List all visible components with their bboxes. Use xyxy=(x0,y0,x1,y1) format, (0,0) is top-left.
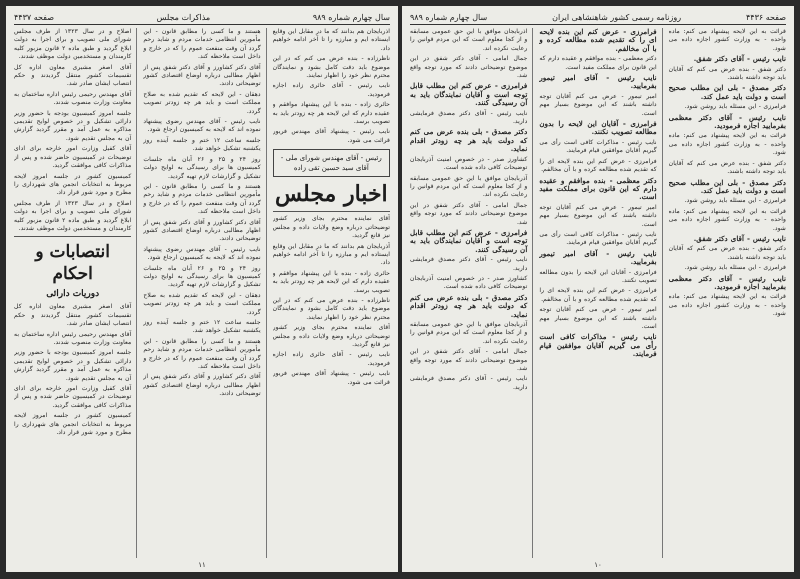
right-col2-para: امیر تیمور - عرض می کنم آقایان توجه داشته باشند که این موضوع بسیار مهم است. xyxy=(539,306,657,330)
left-col3-para: ناظرزاده - بنده عرض می کنم که در این موضوع باید دقت کامل بشود و نمایندگان محترم نظر خود را اظهار نمایند. xyxy=(272,296,390,321)
right-col-right xyxy=(669,28,786,558)
left-col2-para: دهقان - این لایحه که تقدیم شده به صلاح مملکت است و باید هر چه زودتر تصویب گردد. xyxy=(143,90,261,115)
right-col2-para: نایب رئیس - مذاکرات کافی است رأی می گیریم آقایان موافقین قیام فرمایند. xyxy=(539,230,657,247)
right-col1-para: جمال امامی - آقای دکتر شفق در این موضوع توضیحاتی دادند که مورد توجه واقع شد. xyxy=(410,55,528,80)
right-page xyxy=(402,6,794,572)
left-page-footer-number: ۱۱ xyxy=(198,561,206,569)
left-col2-para: هستند و ما کسی را مطابق قانون - این مأمورین انتظامی خدمات مردم و شاید رحم گردد آن وقت منفعت عموم را که در خارج و داخل است ملاحظه کند. xyxy=(143,337,261,371)
left-col3-para: نایب رئیس - پیشنهاد آقای مهندس فریور قرائت می شود. xyxy=(272,128,390,144)
right-col3-speaker: نایب رئیس - آقای دکتر معظمی بفرمایید اجازه فرمودید. xyxy=(668,112,786,131)
right-col1-para: نایب رئیس - آقای دکتر مصدق فرمایشی دارید. xyxy=(410,256,528,272)
right-col2-speaker: نایب رئیس - آقای امیر تیمور بفرمایید. xyxy=(539,248,657,267)
right-page-header xyxy=(410,10,786,25)
right-col2-para: فرامرزی - عرض کنم این بنده لایحه ای را که تقدیم شده مطالعه کرده و با آن مخالفم. xyxy=(539,157,657,174)
left-col1-para: آقای اصغر مشیری معاون اداره کل تقسیمات کشور منتقل گردیدند و حکم انتصاب ایشان صادر شد. xyxy=(14,63,132,88)
left-page-header xyxy=(14,10,390,25)
right-col1-speaker: فرامرزی - عرض کنم این مطلب قابل توجه است و آقایان نمایندگان باید به آن رسیدگی کنند. xyxy=(410,81,528,108)
left-col-middle xyxy=(143,28,266,558)
left-col1-para: آقای مهندس رحیمی رئیس اداره ساختمان به معاونت وزارت منصوب شدند. xyxy=(14,90,132,107)
left-col1-para: کمیسیون کشور در جلسه امروز لایحه مربوط به انتخابات انجمن های شهرداری را مطرح و مورد شور قرار داد. xyxy=(14,172,132,197)
right-col3-para: دکتر شفق - بنده عرض می کنم که آقایان باید توجه داشته باشند. xyxy=(668,159,786,176)
left-header-page-number: صفحه ۴۴۳۷ xyxy=(14,12,55,22)
right-col1-para: کشاورز صدر - در خصوص امنیت آذربایجان توضیحات کافی داده شده است. xyxy=(410,274,528,291)
left-col3-para: حائری زاده - بنده با این پیشنهاد موافقم و عقیده دارم که این لایحه هر چه زودتر باید به تصویب برسد. xyxy=(272,101,390,126)
right-col2-para: نایب رئیس - مذاکرات کافی است رأی می گیریم آقایان موافقین قیام فرمایند. xyxy=(539,138,657,155)
right-col3-para: دکتر شفق - بنده عرض می کنم که آقایان باید توجه داشته باشند. xyxy=(668,65,786,82)
left-col1-para: جلسه امروز کمیسیون بودجه با حضور وزیر دارائی تشکیل و در خصوص لوایح تقدیمی مذاکره به عمل آمد و مقرر گردید گزارش آن به مجلس تقدیم شود. xyxy=(14,109,132,142)
left-col1-para: اصلاح و در سال ۱۳۲۳ از طرف مجلس شورای ملی تصویب و برای اجرا به دولت ابلاغ گردید و طبق ماده ۲ قانون مزبور کلیه کارمندان و مستخدمین دولت موظف شدند. xyxy=(14,199,132,232)
left-header-section: مذاکرات مجلس xyxy=(156,12,211,22)
divider xyxy=(14,236,131,237)
left-col3-para: حائری زاده - بنده با این پیشنهاد موافقم و عقیده دارم که این لایحه هر چه زودتر باید به تصویب برسد. xyxy=(272,269,390,294)
left-col2-para: آقای دکتر کشاورز و آقای دکتر شفق پس از اظهار مطالبی درباره اوضاع اقتصادی کشور توضیحاتی دادند. xyxy=(143,218,261,243)
right-col3-speaker: نایب رئیس - آقای دکتر شفق. xyxy=(693,54,786,64)
right-col1-para: آذربایجان موافق با این حق عمومی مسابقه و از کجا معلوم است که این مردم قوانین را رعایت نکرده اند. xyxy=(410,28,528,52)
left-col2-para: هستند و ما کسی را مطابق قانون - این مأمورین انتظامی خدمات مردم و شاید رحم گردد آن وقت منفعت عموم را که در خارج و داخل است ملاحظه کند. xyxy=(143,28,261,61)
left-col1-para: آقای اصغر مشیری معاون اداره کل تقسیمات کشور منتقل گردیدند و حکم انتصاب ایشان صادر شد. xyxy=(14,303,132,328)
left-col2-para: جلسه ساعت ۱۲ ختم و جلسه آینده روز یکشنبه تشکیل خواهد شد. xyxy=(143,136,261,153)
left-col1-para: جلسه امروز کمیسیون بودجه با حضور وزیر دارائی تشکیل و در خصوص لوایح تقدیمی مذاکره به عمل آمد و مقرر گردید گزارش آن به مجلس تقدیم شود. xyxy=(14,349,132,382)
left-col1-para: کمیسیون کشور در جلسه امروز لایحه مربوط به انتخابات انجمن های شهرداری را مطرح و مورد شور قرار داد. xyxy=(14,412,132,437)
right-col2-para: دکتر معظمی - بنده موافقم و عقیده دارم که این قانون برای مملکت مفید است. xyxy=(539,55,657,71)
left-col3-para: آقای نماینده محترم بجای وزیر کشور توضیحاتی درباره وضع ولایات داده و مجلس نیز قانع گردید. xyxy=(272,215,390,240)
left-col3-para: ناظرزاده - بنده عرض می کنم که در این موضوع باید دقت کامل بشود و نمایندگان محترم نظر خود را اظهار نمایند. xyxy=(272,55,390,80)
left-col2-para: روز ۲۴ و ۲۵ و ۲۶ آبان ماه جلسات کمیسیون ها برای رسیدگی به لوایح دولت تشکیل و گزارشات لازم تهیه گردید. xyxy=(143,155,261,180)
right-col3-para: دکتر شفق - بنده عرض می کنم که آقایان باید توجه داشته باشند. xyxy=(668,245,786,261)
right-col3-para: فرامرزی - این مسئله باید روشن شود. xyxy=(684,264,786,272)
left-col1-para: آقای کفیل وزارت امور خارجه برای ادای توضیحات در کمیسیون حاضر شده و پس از مذاکرات کافی موافقت گردید. xyxy=(14,145,132,170)
right-col1-para: نایب رئیس - آقای دکتر مصدق فرمایشی دارید. xyxy=(410,109,528,126)
left-col2-para: نایب رئیس - آقای مهندس رضوی پیشنهاد نموده اند که لایحه به کمیسیون ارجاع شود. xyxy=(143,118,261,134)
right-page-footer-number: ۱۰ xyxy=(594,561,602,569)
appointments-title: انتصابات و احکام xyxy=(35,242,110,285)
left-col3-para: آذربایجان هم بدانند که ما در مقابل این وقایع ایستاده ایم و مبارزه را تا آخر ادامه خواهیم داد. xyxy=(272,28,390,52)
left-page xyxy=(6,6,398,572)
right-col1-speaker: دکتر مصدق - بلی بنده عرض می کنم که دولت باید هر چه زودتر اقدام نماید. xyxy=(410,127,528,154)
right-col3-para: قرائت به این لایحه پیشنهاد می کنم: ماده واحده - به وزارت کشور اجازه داده می شود. xyxy=(668,132,786,157)
right-col2-speaker: نایب رئیس - آقای امیر تیمور بفرمایید. xyxy=(539,73,657,91)
right-col1-speaker: دکتر مصدق - بلی بنده عرض می کنم که دولت باید هر چه زودتر اقدام نماید. xyxy=(410,292,528,319)
left-col2-para: نایب رئیس - آقای مهندس رضوی پیشنهاد نموده اند که لایحه به کمیسیون ارجاع شود. xyxy=(143,245,261,262)
left-col2-para: جلسه ساعت ۱۲ ختم و جلسه آینده روز یکشنبه تشکیل خواهد شد. xyxy=(143,319,261,335)
left-header-date: سال چهارم شماره ۹۸۹ xyxy=(312,12,390,22)
right-col2-para: امیر تیمور - عرض می کنم آقایان توجه داشته باشند که این موضوع بسیار مهم است. xyxy=(539,92,657,117)
right-col3-para: قرائت به این لایحه پیشنهاد می کنم: ماده واحده - به وزارت کشور اجازه داده می شود. xyxy=(668,28,786,52)
right-col3-speaker: نایب رئیس - آقای دکتر معظمی بفرمایید اجازه فرمودید. xyxy=(668,273,786,291)
right-col3-para: فرامرزی - این مسئله باید روشن شود. xyxy=(684,103,786,111)
left-col2-para: هستند و ما کسی را مطابق قانون - این مأمورین انتظامی خدمات مردم و شاید رحم گردد آن وقت منفعت عموم را که در خارج و داخل است ملاحظه کند. xyxy=(143,182,261,216)
right-col3-speaker: نایب رئیس - آقای دکتر شفق. xyxy=(693,233,786,243)
left-col1-para: اصلاح و در سال ۱۳۲۳ از طرف مجلس شورای ملی تصویب و برای اجرا به دولت ابلاغ گردید و طبق ماده ۲ قانون مزبور کلیه کارمندان و مستخدمین دولت موظف شدند. xyxy=(14,28,132,61)
right-col1-para: آذربایجان موافق با این حق عمومی مسابقه و از کجا معلوم است که این مردم قوانین را رعایت نکرده اند. xyxy=(410,321,528,345)
right-col2-para: امیر تیمور - عرض می کنم آقایان توجه داشته باشند که این موضوع بسیار مهم است. xyxy=(539,203,657,228)
left-col3-para: آقای نماینده محترم بجای وزیر کشور توضیحاتی درباره وضع ولایات داده و مجلس نیز قانع گردید. xyxy=(272,324,390,348)
right-col3-speaker: دکتر مصدق - بلی این مطلب صحیح است و دولت باید عمل کند. xyxy=(668,83,786,101)
majlis-note: رئیس - آقای مهندس شورای ملی - آقای سید حسین تقی زاده xyxy=(280,154,382,173)
right-col2-speaker: فرامرزی - عرض کنم این بنده لایحه ای را که تقدیم شده مطالعه کرده و با آن مخالفم. xyxy=(539,28,657,53)
left-col3-para: نایب رئیس - آقای حائری زاده اجازه فرمودید. xyxy=(272,82,390,98)
right-col1-para: جمال امامی - آقای دکتر شفق در این موضوع توضیحاتی دادند که مورد توجه واقع شد. xyxy=(410,348,528,373)
left-col3-para: نایب رئیس - پیشنهاد آقای مهندس فریور قرائت می شود. xyxy=(272,370,390,386)
right-col3-para: قرائت به این لایحه پیشنهاد می کنم: ماده واحده - به وزارت کشور اجازه داده می شود. xyxy=(668,293,786,318)
right-col3-speaker: دکتر مصدق - بلی این مطلب صحیح است و دولت باید عمل کند. xyxy=(668,177,786,195)
left-col-right xyxy=(273,28,390,558)
left-col2-para: روز ۲۴ و ۲۵ و ۲۶ آبان ماه جلسات کمیسیون ها برای رسیدگی به لوایح دولت تشکیل و گزارشات لازم تهیه گردید. xyxy=(143,264,261,289)
right-col1-para: آذربایجان موافق با این حق عمومی مسابقه و از کجا معلوم است که این مردم قوانین را رعایت نکرده اند. xyxy=(410,174,528,199)
right-col3-para: قرائت به این لایحه پیشنهاد می کنم: ماده واحده - به وزارت کشور اجازه داده می شود. xyxy=(668,207,786,232)
right-col-middle xyxy=(539,28,662,558)
left-col1-para: آقای کفیل وزارت امور خارجه برای ادای توضیحات در کمیسیون حاضر شده و پس از مذاکرات کافی موافقت گردید. xyxy=(14,385,132,409)
right-col-left xyxy=(410,28,533,558)
right-col2-speaker: دکتر معظمی - بنده موافقم و عقیده دارم که این قانون برای مملکت مفید است. xyxy=(539,175,657,202)
left-page-columns xyxy=(14,28,390,558)
right-header-date: سال چهارم شماره ۹۸۹ xyxy=(410,12,488,22)
right-col2-para: فرامرزی - آقایان این لایحه را بدون مطالعه تصویب نکنند. xyxy=(539,268,657,284)
right-col3-para: فرامرزی - این مسئله باید روشن شود. xyxy=(684,197,786,205)
left-col3-para: نایب رئیس - آقای حائری زاده اجازه فرمودید. xyxy=(272,351,390,367)
right-col1-para: کشاورز صدر - در خصوص امنیت آذربایجان توضیحات کافی داده شده است. xyxy=(410,155,528,172)
divider xyxy=(273,211,390,212)
right-page-columns xyxy=(410,28,786,558)
right-header-page-number: صفحه ۴۴۳۶ xyxy=(745,12,786,22)
right-col2-speaker: نایب رئیس - مذاکرات کافی است رأی می گیریم آقایان موافقین قیام فرمایند. xyxy=(539,332,657,359)
right-col2-para: فرامرزی - عرض کنم این بنده لایحه ای را که تقدیم شده مطالعه کرده و با آن مخالفم. xyxy=(539,287,657,303)
right-col1-para: جمال امامی - آقای دکتر شفق در این موضوع توضیحاتی دادند که مورد توجه واقع شد. xyxy=(410,201,528,226)
right-col1-para: نایب رئیس - آقای دکتر مصدق فرمایشی دارید. xyxy=(410,375,528,391)
majlis-note-box xyxy=(273,149,390,177)
left-col2-para: آقای دکتر کشاورز و آقای دکتر شفق پس از اظهار مطالبی درباره اوضاع اقتصادی کشور توضیحاتی دادند. xyxy=(143,63,261,88)
left-col2-para: آقای دکتر کشاورز و آقای دکتر شفق پس از اظهار مطالبی درباره اوضاع اقتصادی کشور توضیحاتی دادند. xyxy=(143,373,261,398)
right-col1-speaker: فرامرزی - عرض کنم این مطلب قابل توجه است و آقایان نمایندگان باید به آن رسیدگی کنند. xyxy=(410,227,528,254)
left-col3-para: آذربایجان هم بدانند که ما در مقابل این وقایع ایستاده ایم و مبارزه را تا آخر ادامه خواهیم داد. xyxy=(272,242,390,267)
left-col-left xyxy=(14,28,137,558)
left-col2-para: دهقان - این لایحه که تقدیم شده به صلاح مملکت است و باید هر چه زودتر تصویب گردد. xyxy=(143,291,261,316)
appointments-subtitle: دوریات دارائی xyxy=(46,289,100,300)
left-col1-para: آقای مهندس رحیمی رئیس اداره ساختمان به معاونت وزارت منصوب شدند. xyxy=(14,330,132,346)
right-col2-speaker: فرامرزی - آقایان این لایحه را بدون مطالعه تصویب نکنند. xyxy=(539,119,657,137)
majlis-news-title: اخبار مجلس xyxy=(275,181,388,208)
right-header-section: روزنامه رسمی کشور شاهنشاهی ایران xyxy=(552,12,682,22)
